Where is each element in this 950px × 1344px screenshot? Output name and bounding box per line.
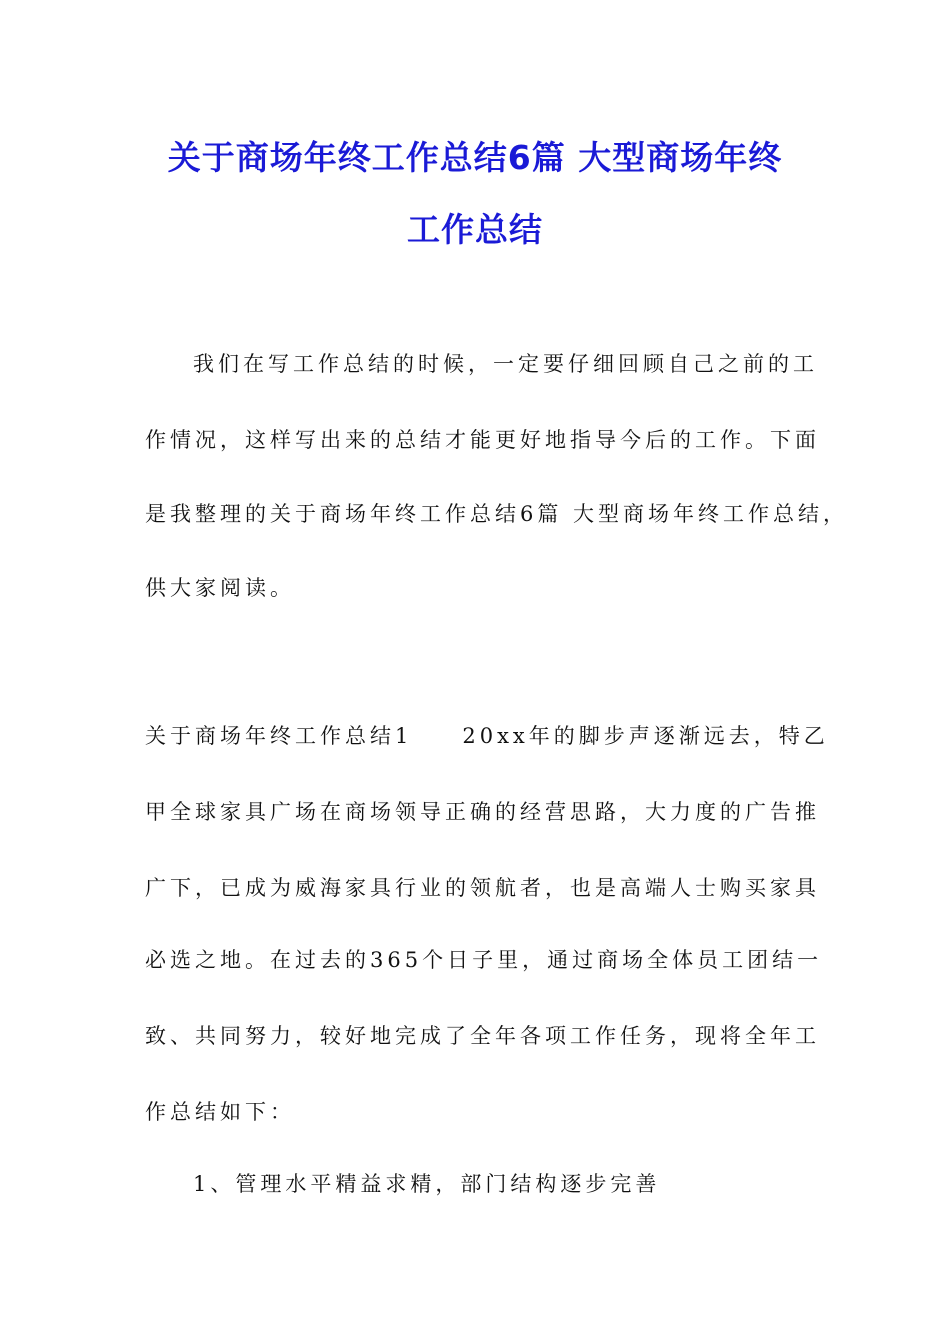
- intro-paragraph-line: 是我整理的关于商场年终工作总结6篇 大型商场年终工作总结，: [145, 502, 849, 526]
- section-paragraph-line: 致、共同努力，较好地完成了全年各项工作任务，现将全年工: [145, 1024, 820, 1048]
- section-paragraph-line: 必选之地。在过去的365个日子里，通过商场全体员工团结一: [145, 948, 823, 972]
- document-title-line-1: 关于商场年终工作总结6篇 大型商场年终: [167, 138, 783, 177]
- section-paragraph-line: 关于商场年终工作总结1 20xx年的脚步声逐渐远去，特乙: [145, 724, 829, 748]
- section-heading: 1、管理水平精益求精，部门结构逐步完善: [193, 1172, 661, 1196]
- intro-paragraph-line: 我们在写工作总结的时候，一定要仔细回顾自己之前的工: [193, 352, 818, 376]
- document-title-line-2: 工作总结: [407, 210, 543, 249]
- intro-paragraph-line: 供大家阅读。: [145, 576, 295, 600]
- section-paragraph-line: 广下，已成为威海家具行业的领航者，也是高端人士购买家具: [145, 876, 820, 900]
- section-paragraph-line: 作总结如下：: [145, 1100, 295, 1124]
- section-paragraph-line: 甲全球家具广场在商场领导正确的经营思路，大力度的广告推: [145, 800, 820, 824]
- intro-paragraph-line: 作情况，这样写出来的总结才能更好地指导今后的工作。下面: [145, 428, 820, 452]
